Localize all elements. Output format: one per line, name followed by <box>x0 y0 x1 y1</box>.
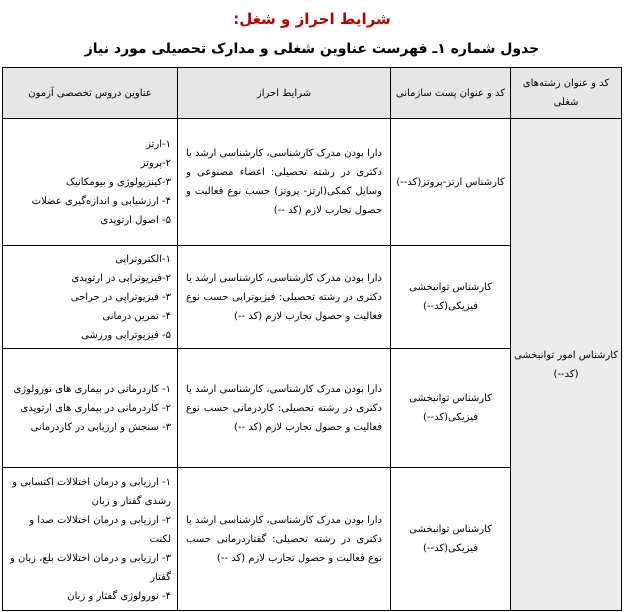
header-courses: عناوین دروس تخصصی آزمون <box>3 68 178 119</box>
course-item: ۵- فیزیوتراپی ورزشی <box>80 329 171 341</box>
post-cell: کارشناس توانبخشی فیزیکی(کد--) <box>391 246 511 349</box>
course-item: ۳-کینزیولوژی و بیومکانیک <box>66 176 171 188</box>
conditions-cell: دارا بودن مدرک کارشناسی، کارشناسی ارشد یا دکتری در رشته تحصیلی: فیزیوتراپی حسب نوع فعالیت و حصول تجارب لازم (کد --) <box>178 246 391 349</box>
conditions-cell: دارا بودن مدرک کارشناسی، کارشناسی ارشد یا دکتری در رشته تحصیلی: گفتاردرمانی حسب نوع فعالیت و حصول تجارب لازم (کد --) <box>178 468 391 611</box>
course-item: ۲-پروتز <box>140 157 171 169</box>
courses-cell <box>3 119 178 246</box>
course-item: ۱- ارزیابی و درمان اختلالات اکتسابی و رشدی گفتار و زبان <box>12 476 171 507</box>
course-item: ۳- ارزیابی و درمان اختلالات بلع، زبان و گفتار <box>9 552 171 583</box>
header-conditions: شرایط احراز <box>178 68 391 119</box>
course-item: ۲-فیزیوتراپی در ارتوپدی <box>71 272 171 284</box>
course-item: ۳- فیزیوتراپی در جراحی <box>70 291 171 303</box>
courses-cell <box>3 468 178 611</box>
header-post: کد و عنوان پست سازمانی <box>391 68 511 119</box>
course-item: ۴- ارزشیابی و اندازه‌گیری عضلات <box>31 195 171 207</box>
job-field-cell: کارشناس امور توانبخشی (کد--) <box>511 119 622 611</box>
courses-cell <box>3 349 178 468</box>
table-header-row <box>3 68 622 119</box>
table-row <box>3 119 622 246</box>
course-item: ۳- سنجش و ارزیابی در کاردرمانی <box>30 421 171 433</box>
courses-cell <box>3 246 178 349</box>
conditions-cell: دارا بودن مدرک کارشناسی، کارشناسی ارشد یا دکتری در رشته تحصیلی: اعضاء مصنوعی و وسایل کمکی(ارتز- پروتز) حسب نوع فعالیت و حصول تجارب لازم (کد --) <box>178 119 391 246</box>
post-cell: کارشناس توانبخشی فیزیکی(کد--) <box>391 468 511 611</box>
conditions-cell: دارا بودن مدرک کارشناسی، کارشناسی ارشد یا دکتری در رشته تحصیلی: کاردرمانی حسب نوع فعالیت و حصول تجارب لازم (کد --) <box>178 349 391 468</box>
course-item: ۵- اصول ارتوپدی <box>100 214 171 226</box>
course-item: ۱-ارتز <box>146 138 171 150</box>
course-item: ۴- تمرین درمانی <box>102 310 171 322</box>
post-cell: کارشناس توانبخشی فیزیکی(کد--) <box>391 349 511 468</box>
table-caption: جدول شماره ۱ـ فهرست عناوین شغلی و مدارک تحصیلی مورد نیاز <box>84 41 540 57</box>
course-item: ۴- نورولوژی گفتار و زبان <box>67 590 171 602</box>
post-cell: کارشناس ارتز-پروتز(کد--) <box>391 119 511 246</box>
course-item: ۲- ارزیابی و درمان اختلالات صدا و لکنت <box>29 514 171 545</box>
page-title: شرایط احراز و شغل: <box>233 10 391 28</box>
course-item: ۱- کاردرمانی در بیماری های نورولوژی <box>13 383 171 395</box>
job-requirements-table <box>2 67 622 611</box>
header-field: کد و عنوان رشته‌های شغلی <box>511 68 622 119</box>
course-item: ۲- کاردرمانی در بیماری های ارتوپدی <box>20 402 171 414</box>
course-item: ۱-الکتروتراپی <box>115 253 171 265</box>
